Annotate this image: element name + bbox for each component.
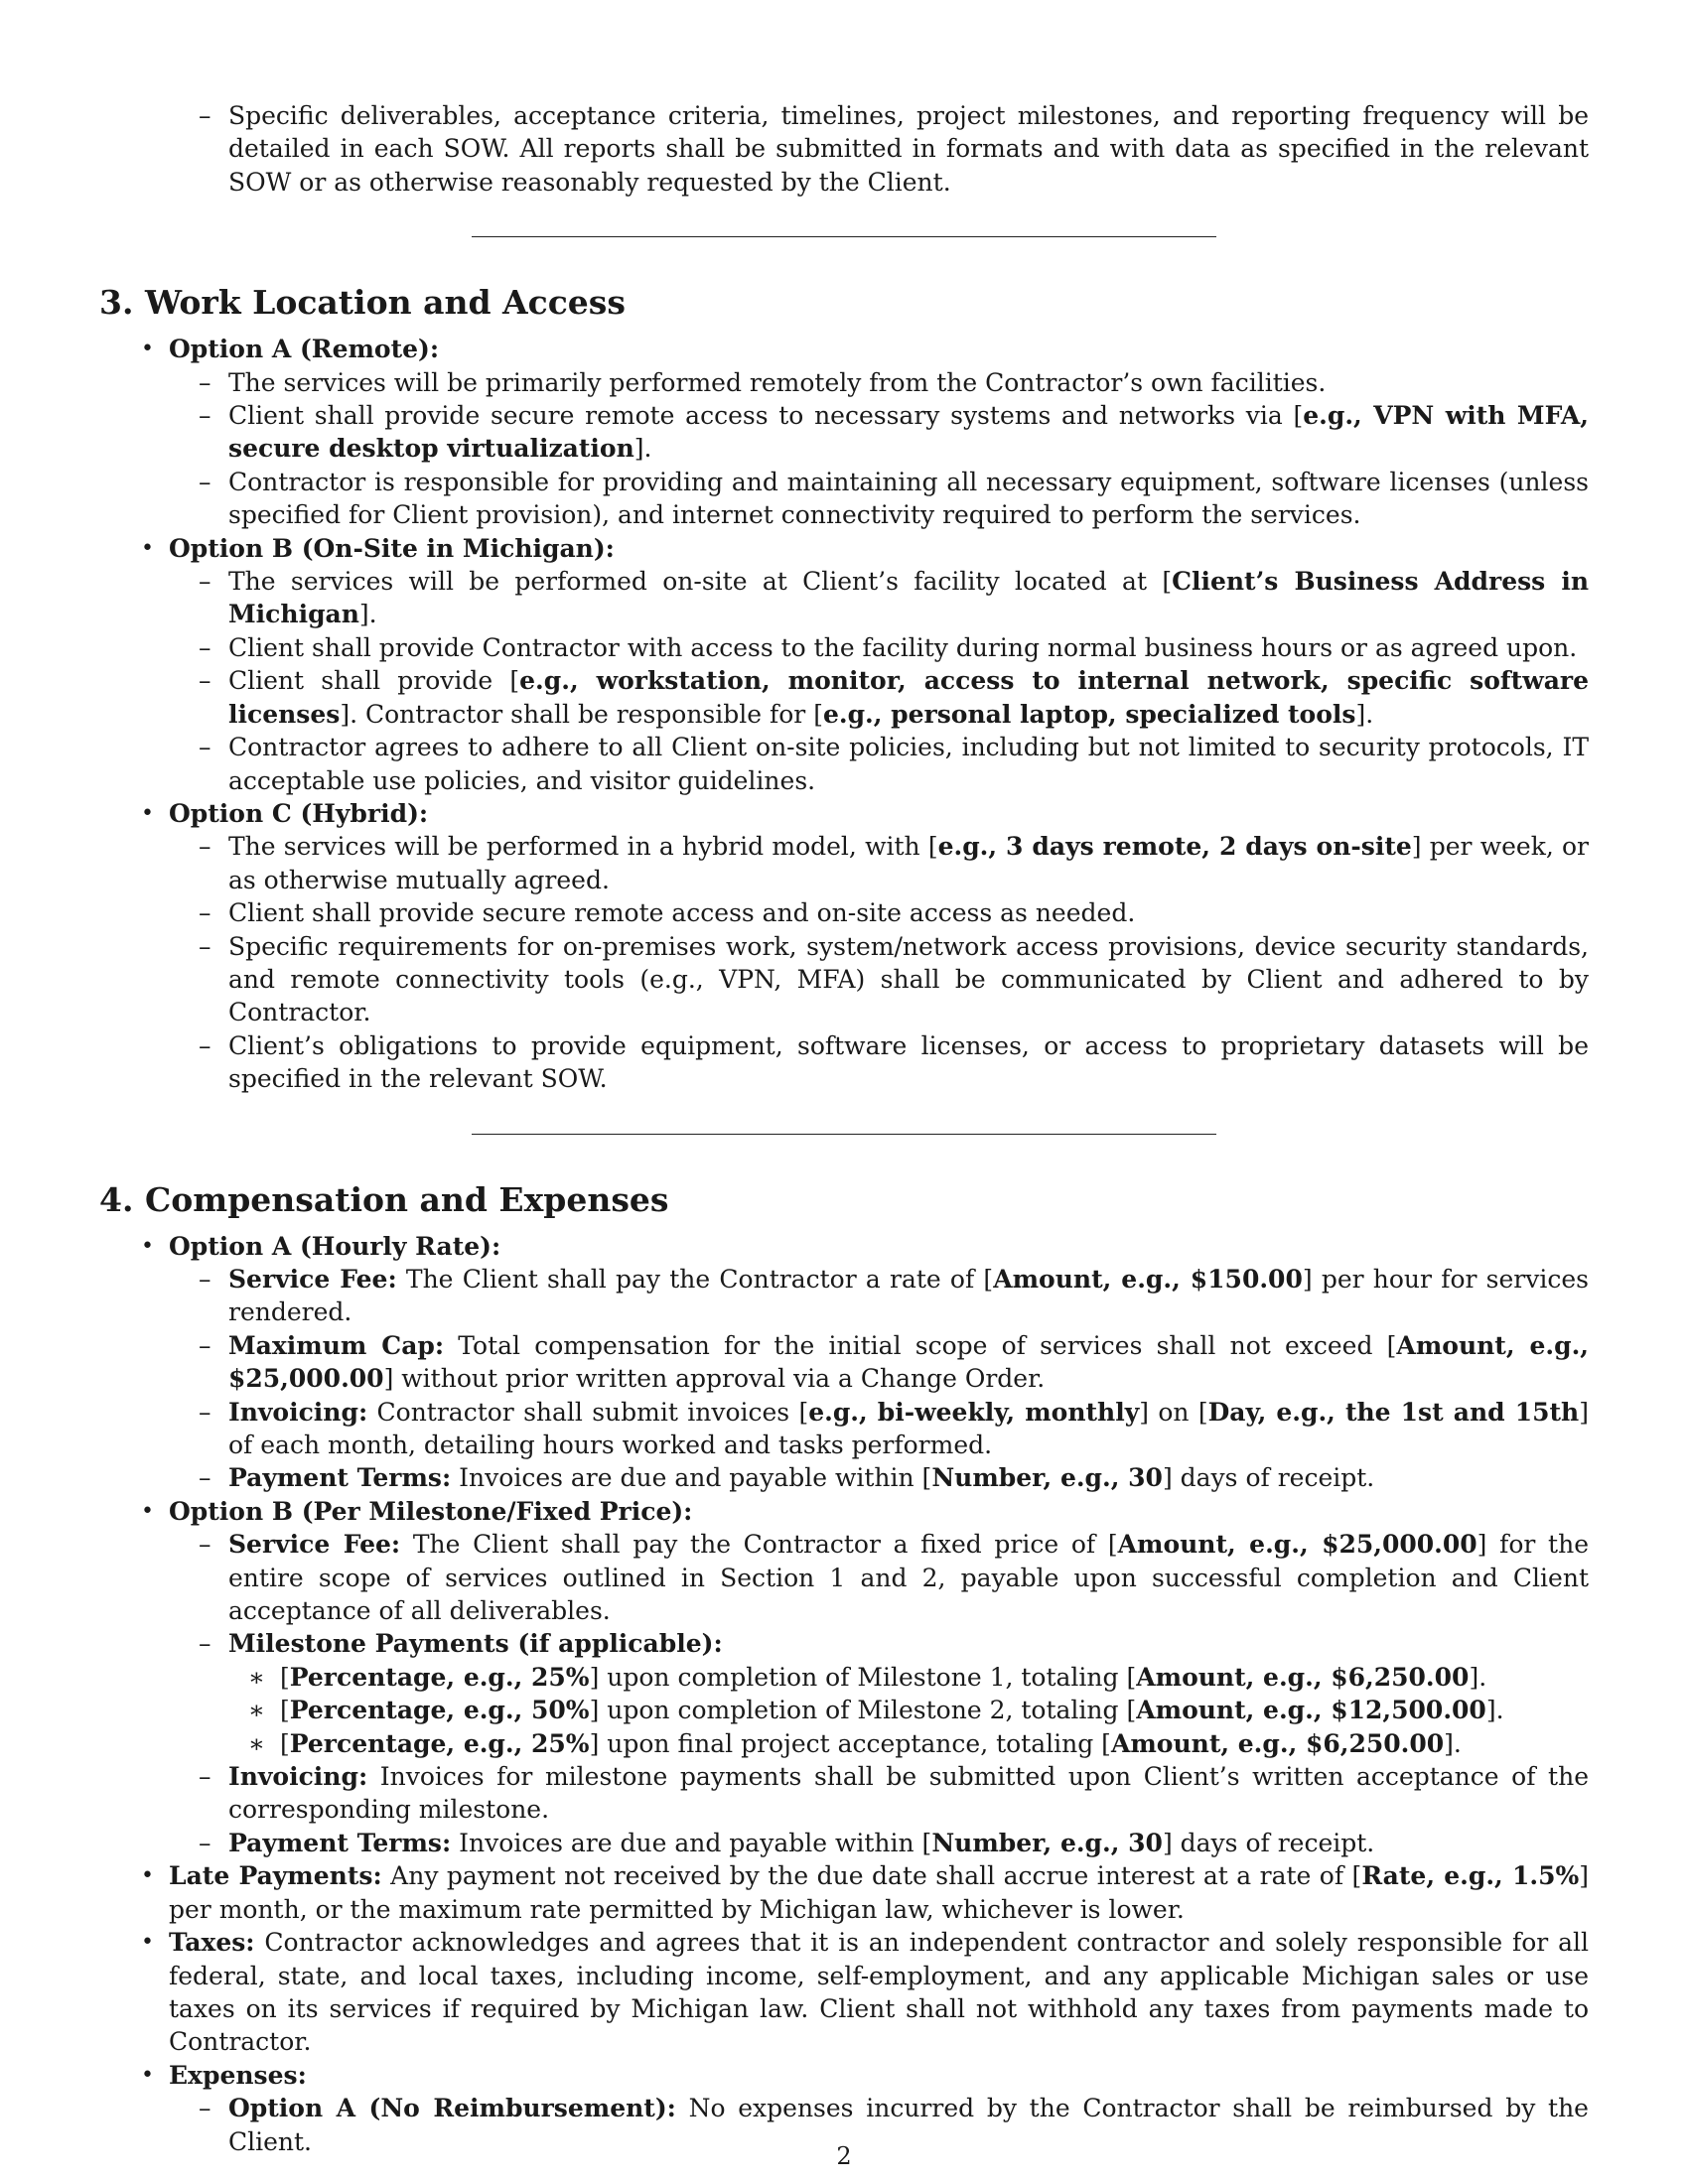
list-item: – Maximum Cap: Total compensation for the initial scope of services shall not exceed [Amount, e.g., $25,000.00] without prior written approval via a Change Order.	[199, 1330, 1589, 1394]
section-heading-3: 3. Work Location and Access	[99, 283, 626, 323]
list-item: – Client shall provide [e.g., workstation, monitor, access to internal network, specific software licenses]. Contractor shall be responsible for [e.g., personal laptop, specialized tools].	[199, 666, 1590, 729]
list-item: – Service Fee: The Client shall pay the Contractor a fixed price of [Amount, e.g., $25,000.00] for the entire scope of services outlined in Section 1 and 2, payable upon successful completion and Client acceptance of all deliverables.	[199, 1530, 1589, 1626]
option-a-hourly: • Option A (Hourly Rate):	[141, 1231, 501, 1261]
list-item: – Client shall provide secure remote access and on-site access as needed.	[199, 898, 1136, 928]
list-item: – The services will be performed in a hybrid model, with [e.g., 3 days remote, 2 days on-site] per week, or as otherwise mutually agreed.	[199, 832, 1589, 894]
dash-marker: –	[199, 101, 211, 130]
bullet-marker: •	[141, 337, 154, 362]
list-item: – Specific deliverables, acceptance criteria, timelines, project milestones, and reporting frequency will be detailed in each SOW. All reports shall be submitted in formats and with data as specified in the relevant SOW or as otherwise reasonably requested by the Client.	[199, 101, 1589, 197]
option-b-milestone: • Option B (Per Milestone/Fixed Price):	[141, 1496, 693, 1526]
list-item: – The services will be primarily performed remotely from the Contractor’s own facilities.	[199, 367, 1327, 397]
list-item: – Service Fee: The Client shall pay the Contractor a rate of [Amount, e.g., $150.00] per hour for services rendered.	[199, 1264, 1589, 1327]
list-item: – Client’s obligations to provide equipment, software licenses, or access to proprietary datasets will be specified in the relevant SOW.	[199, 1030, 1589, 1094]
option-c-hybrid: • Option C (Hybrid):	[141, 798, 429, 828]
list-item: – Payment Terms: Invoices are due and payable within [Number, e.g., 30] days of receipt.	[199, 1828, 1375, 1857]
list-item: – Invoicing: Invoices for milestone payments shall be submitted upon Client’s written acceptance of the corresponding milestone.	[199, 1762, 1589, 1825]
list-item: – Specific requirements for on-premises work, system/network access provisions, device security standards, and remote connectivity tools (e.g., VPN, MFA) shall be communicated by Client and adhered to by Contractor.	[199, 931, 1589, 1027]
list-item: – Milestone Payments (if applicable):	[199, 1629, 723, 1659]
page-number: 2	[836, 2142, 852, 2170]
list-item: – Payment Terms: Invoices are due and payable within [Number, e.g., 30] days of receipt.	[199, 1463, 1375, 1493]
late-payments: • Late Payments: Any payment not received by the due date shall accrue interest at a rate of [Rate, e.g., 1.5%] per month, or the maximum rate permitted by Michigan law, whichever is lower.	[141, 1861, 1589, 1924]
milestone-item: ∗ [Percentage, e.g., 25%] upon completion of Milestone 1, totaling [Amount, e.g., $6,250.00].	[248, 1662, 1487, 1692]
section-heading-4: 4. Compensation and Expenses	[99, 1179, 669, 1219]
milestone-item: ∗ [Percentage, e.g., 25%] upon final project acceptance, totaling [Amount, e.g., $6,250.00].	[248, 1728, 1462, 1758]
list-item: – Option A (No Reimbursement): No expenses incurred by the Contractor shall be reimbursed by the Client.	[199, 2094, 1589, 2156]
milestone-item: ∗ [Percentage, e.g., 50%] upon completion of Milestone 2, totaling [Amount, e.g., $12,500.00].	[248, 1696, 1504, 1725]
list-item: – The services will be performed on-site at Client’s facility located at [Client’s Business Address in Michigan].	[199, 567, 1590, 629]
option-a-remote: • Option A (Remote):	[99, 333, 1589, 365]
section-divider	[472, 236, 1216, 237]
option-b-onsite: • Option B (On-Site in Michigan):	[141, 533, 615, 563]
taxes: • Taxes: Contractor acknowledges and agrees that it is an independent contractor and solely responsible for all federal, state, and local taxes, including income, self-employment, and any applicable Michigan sales or use taxes on its services if required by Michigan law. Client shall not withhold any taxes from payments made to Contractor.	[141, 1928, 1589, 2057]
list-item: – Contractor agrees to adhere to all Client on-site policies, including but not limited to security protocols, IT acceptable use policies, and visitor guidelines.	[199, 733, 1589, 795]
expenses: • Expenses:	[141, 2060, 307, 2090]
page-content	[99, 99, 1589, 2158]
list-item: – Contractor is responsible for providing and maintaining all necessary equipment, software licenses (unless specified for Client provision), and internet connectivity required to perform the services.	[199, 467, 1589, 530]
list-item: – Client shall provide Contractor with access to the facility during normal business hours or as agreed upon.	[199, 632, 1578, 662]
list-item: – Invoicing: Contractor shall submit invoices [e.g., bi-weekly, monthly] on [Day, e.g., the 1st and 15th] of each month, detailing hours worked and tasks performed.	[199, 1397, 1589, 1459]
list-item: – Client shall provide secure remote access to necessary systems and networks via [e.g., VPN with MFA, secure desktop virtualization].	[199, 401, 1589, 464]
section-divider	[472, 1134, 1216, 1135]
